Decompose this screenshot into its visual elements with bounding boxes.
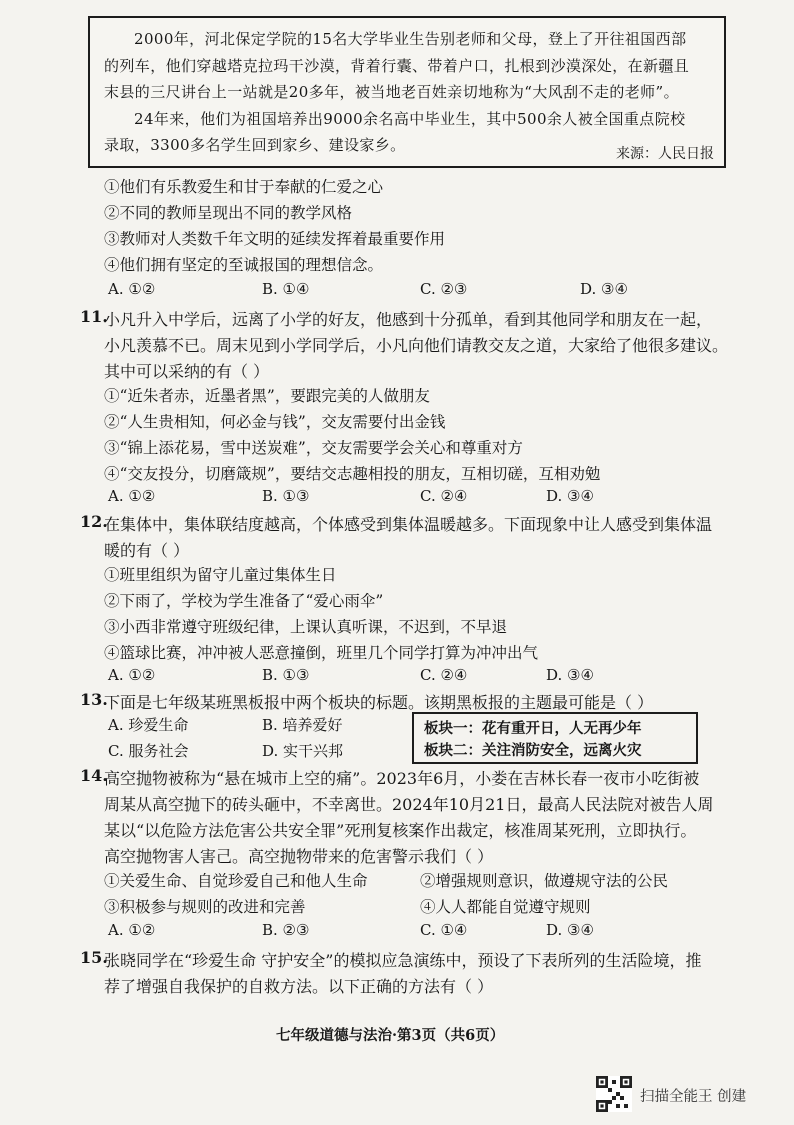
q11-item-4: ④“交友投分，切磨箴规”，要结交志趣相投的朋友，互相切磋，互相劝勉: [104, 465, 601, 483]
q14-item-2: ②增强规则意识，做遵规守法的公民: [420, 872, 669, 890]
passage-line-4: 24年来，他们为祖国培养出9000余名高中毕业生，其中500余人被全国重点院校: [134, 110, 686, 128]
q13-choice-c: C. 服务社会: [108, 742, 189, 760]
passage-line-2: 的列车，他们穿越塔克拉玛干沙漠，背着行囊、带着户口，扎根到沙漠深处，在新疆且: [104, 57, 690, 75]
q12-number: 12.: [80, 512, 108, 531]
q14-stem-line-4: 高空抛物害人害己。高空抛物带来的危害警示我们（ ）: [104, 847, 494, 866]
q11-item-1: ①“近朱者赤，近墨者黑”，要跟完美的人做朋友: [104, 387, 430, 405]
q10-item-1: ①他们有乐教爱生和甘于奉献的仁爱之心: [104, 178, 384, 196]
q11-number: 11.: [80, 307, 108, 326]
blackboard-titles-box: [412, 712, 698, 764]
q12-choice-c: C. ②④: [420, 666, 468, 684]
passage-line-5: 录取，3300多名学生回到家乡、建设家乡。: [104, 136, 406, 154]
q12-item-2: ②下雨了，学校为学生准备了“爱心雨伞”: [104, 592, 384, 610]
q14-choice-c: C. ①④: [420, 921, 468, 939]
q10-choice-a: A. ①②: [108, 280, 156, 298]
q15-number: 15.: [80, 948, 108, 967]
passage-line-1: 2000年，河北保定学院的15名大学毕业生告别老师和父母，登上了开往祖国西部: [134, 30, 687, 48]
q10-choice-c: C. ②③: [420, 280, 468, 298]
q11-stem-line-3: 其中可以采纳的有（ ）: [104, 362, 270, 381]
q10-item-2: ②不同的教师呈现出不同的教学风格: [104, 204, 353, 222]
q15-stem-line-2: 荐了增强自我保护的自救方法。以下正确的方法有（ ）: [104, 977, 494, 996]
q12-item-4: ④篮球比赛，冲冲被人恶意撞倒，班里几个同学打算为冲冲出气: [104, 644, 539, 662]
q14-item-3: ③积极参与规则的改进和完善: [104, 898, 306, 916]
q12-choice-d: D. ③④: [546, 666, 594, 684]
q12-item-1: ①班里组织为留守儿童过集体生日: [104, 566, 337, 584]
q12-choice-b: B. ①③: [262, 666, 310, 684]
board-section-1: 板块一：花有重开日，人无再少年: [424, 720, 642, 737]
q14-choice-b: B. ②③: [262, 921, 310, 939]
q14-stem-line-2: 周某从高空抛下的砖头砸中，不幸离世。2024年10月21日，最高人民法院对被告人周: [104, 795, 714, 814]
q14-stem-line-1: 高空抛物被称为“悬在城市上空的痛”。2023年6月，小娄在吉林长春一夜市小吃街被: [104, 769, 700, 788]
q14-item-4: ④人人都能自觉遵守规则: [420, 898, 591, 916]
board-section-2: 板块二：关注消防安全，远离火灾: [424, 742, 642, 759]
q12-stem-line-2: 暖的有（ ）: [104, 541, 190, 560]
q11-stem-line-2: 小凡羡慕不已。周末见到小学同学后，小凡向他们请教交友之道，大家给了他很多建议。: [104, 336, 729, 355]
q14-stem-line-3: 某以“以危险方法危害公共安全罪”死刑复核案作出裁定，核准周某死刑，立即执行。: [104, 821, 697, 840]
q13-choice-a: A. 珍爱生命: [108, 716, 189, 734]
q11-choice-a: A. ①②: [108, 487, 156, 505]
passage-line-3: 末县的三尺讲台上一站就是20多年，被当地老百姓亲切地称为“大风刮不走的老师”。: [104, 83, 680, 101]
q15-stem-line-1: 张晓同学在“珍爱生命 守护安全”的模拟应急演练中，预设了下表所列的生活险境，推: [104, 951, 702, 970]
q13-stem: 下面是七年级某班黑板报中两个板块的标题。该期黑板报的主题最可能是（ ）: [104, 693, 654, 712]
q11-choice-d: D. ③④: [546, 487, 594, 505]
q12-stem-line-1: 在集体中，集体联结度越高，个体感受到集体温暖越多。下面现象中让人感受到集体温: [104, 515, 713, 534]
q13-choice-b: B. 培养爱好: [262, 716, 343, 734]
page-footer: 七年级道德与法治·第3页（共6页）: [276, 1027, 505, 1044]
q12-choice-a: A. ①②: [108, 666, 156, 684]
q14-number: 14.: [80, 766, 108, 785]
q10-choice-b: B. ①④: [262, 280, 310, 298]
qr-code-icon: [596, 1076, 632, 1112]
q10-item-4: ④他们拥有坚定的至诚报国的理想信念。: [104, 256, 384, 274]
q11-item-2: ②“人生贵相知，何必金与钱”，交友需要付出金钱: [104, 413, 446, 431]
q14-choice-a: A. ①②: [108, 921, 156, 939]
q12-item-3: ③小西非常遵守班级纪律，上课认真听课，不迟到，不早退: [104, 618, 508, 636]
q13-choice-d: D. 实干兴邦: [262, 742, 344, 760]
q14-item-1: ①关爱生命、自觉珍爱自己和他人生命: [104, 872, 368, 890]
q11-choice-b: B. ①③: [262, 487, 310, 505]
q10-choice-d: D. ③④: [580, 280, 628, 298]
q13-number: 13.: [80, 690, 108, 709]
q11-item-3: ③“锦上添花易，雪中送炭难”，交友需要学会关心和尊重对方: [104, 439, 523, 457]
q14-choice-d: D. ③④: [546, 921, 594, 939]
scanner-watermark: 扫描全能王 创建: [640, 1089, 747, 1105]
source-passage-box: [88, 16, 726, 168]
q11-stem-line-1: 小凡升入中学后，远离了小学的好友，他感到十分孤单，看到其他同学和朋友在一起，: [104, 310, 713, 329]
q11-choice-c: C. ②④: [420, 487, 468, 505]
q10-item-3: ③教师对人类数千年文明的延续发挥着最重要作用: [104, 230, 446, 248]
passage-source: 来源：人民日报: [616, 146, 714, 162]
